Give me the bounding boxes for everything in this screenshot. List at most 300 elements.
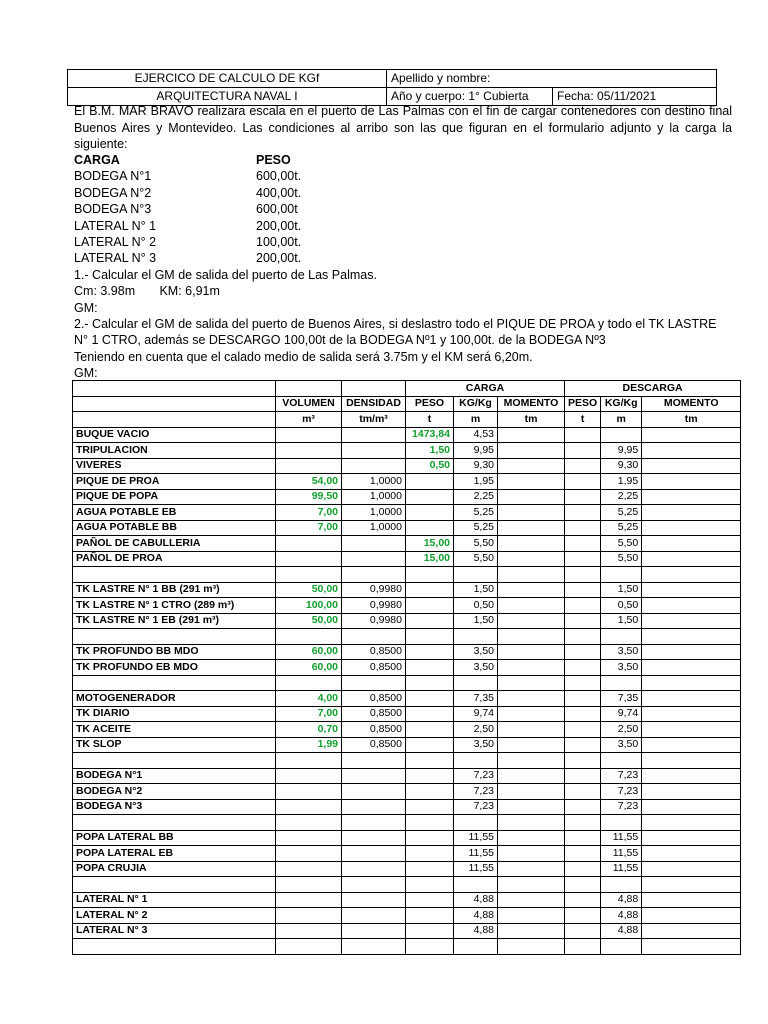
table-row	[73, 582, 741, 598]
table-row	[73, 443, 741, 459]
volumen-cell: 7,00	[276, 520, 342, 536]
row-name: POPA LATERAL BB	[73, 830, 276, 846]
year-field: Año y cuerpo: 1° Cubierta	[387, 88, 553, 106]
cargo-item	[74, 185, 301, 201]
table-row	[73, 908, 741, 924]
table-row	[73, 799, 741, 815]
d-kgkg-cell: 0,50	[601, 598, 642, 614]
unit-d-tm: tm	[642, 412, 741, 428]
d-peso-cell	[565, 660, 601, 676]
d-kgkg-cell: 7,23	[601, 799, 642, 815]
table-row	[73, 551, 741, 567]
peso-cell	[406, 644, 454, 660]
row-name: TK PROFUNDO BB MDO	[73, 644, 276, 660]
momento-cell	[498, 536, 565, 552]
row-name	[73, 815, 276, 831]
densidad-cell	[342, 939, 406, 955]
momento-cell	[498, 582, 565, 598]
col-d-kgkg: KG/Kg	[601, 396, 642, 412]
d-kgkg-cell	[601, 877, 642, 893]
row-name: MOTOGENERADOR	[73, 691, 276, 707]
name-field: Apellido y nombre:	[387, 70, 717, 88]
d-momento-cell	[642, 489, 741, 505]
col-densidad: DENSIDAD	[342, 396, 406, 412]
col-d-peso: PESO	[565, 396, 601, 412]
volumen-cell: 0,70	[276, 722, 342, 738]
kgkg-cell: 11,55	[454, 861, 498, 877]
volumen-cell	[276, 768, 342, 784]
d-momento-cell	[642, 505, 741, 521]
densidad-cell	[342, 815, 406, 831]
volumen-cell: 50,00	[276, 582, 342, 598]
momento-cell	[498, 567, 565, 583]
kgkg-cell: 3,50	[454, 644, 498, 660]
d-peso-cell	[565, 861, 601, 877]
densidad-cell	[342, 768, 406, 784]
momento-cell	[498, 458, 565, 474]
kgkg-cell: 11,55	[454, 846, 498, 862]
unit-vol: m³	[276, 412, 342, 428]
d-peso-cell	[565, 598, 601, 614]
momento-cell	[498, 830, 565, 846]
momento-cell	[498, 939, 565, 955]
d-momento-cell	[642, 443, 741, 459]
densidad-cell: 1,0000	[342, 474, 406, 490]
row-name: TK DIARIO	[73, 706, 276, 722]
row-name: TK LASTRE N° 1 CTRO (289 m³)	[73, 598, 276, 614]
peso-cell	[406, 582, 454, 598]
table-row	[73, 613, 741, 629]
d-peso-cell	[565, 830, 601, 846]
d-kgkg-cell: 5,25	[601, 505, 642, 521]
peso-cell	[406, 892, 454, 908]
densidad-cell	[342, 427, 406, 443]
table-spacer-row	[73, 939, 741, 955]
momento-cell	[498, 877, 565, 893]
d-peso-cell	[565, 706, 601, 722]
unit-d-t: t	[565, 412, 601, 428]
peso-cell	[406, 830, 454, 846]
question-2-line: 2.- Calcular el GM de salida del puerto de Buenos Aires, si deslastro todo el PIQUE DE PROA y todo el TK LASTRE	[74, 317, 717, 331]
volumen-cell	[276, 799, 342, 815]
densidad-cell	[342, 799, 406, 815]
cargo-list	[74, 152, 301, 267]
row-name	[73, 939, 276, 955]
d-kgkg-cell: 1,50	[601, 613, 642, 629]
kgkg-cell: 4,88	[454, 923, 498, 939]
cargo-name: LATERAL N° 3	[74, 251, 157, 266]
d-momento-cell	[642, 815, 741, 831]
peso-cell	[406, 861, 454, 877]
volumen-cell	[276, 629, 342, 645]
col-volumen: VOLUMEN	[276, 396, 342, 412]
table-row	[73, 923, 741, 939]
peso-cell	[406, 660, 454, 676]
d-kgkg-cell: 2,50	[601, 722, 642, 738]
volumen-cell	[276, 923, 342, 939]
volumen-cell	[276, 753, 342, 769]
d-momento-cell	[642, 691, 741, 707]
volumen-cell	[276, 908, 342, 924]
row-name: PAÑOL DE PROA	[73, 551, 276, 567]
kgkg-cell: 4,53	[454, 427, 498, 443]
table-row	[73, 846, 741, 862]
d-peso-cell	[565, 505, 601, 521]
d-momento-cell	[642, 675, 741, 691]
volumen-cell	[276, 892, 342, 908]
kgkg-cell	[454, 675, 498, 691]
d-momento-cell	[642, 613, 741, 629]
volumen-cell: 100,00	[276, 598, 342, 614]
cargo-name: LATERAL N° 1	[74, 218, 157, 233]
d-peso-cell	[565, 474, 601, 490]
densidad-cell: 1,0000	[342, 489, 406, 505]
d-kgkg-cell: 4,88	[601, 908, 642, 924]
momento-cell	[498, 737, 565, 753]
unit-tm: tm	[498, 412, 565, 428]
densidad-cell	[342, 458, 406, 474]
cargo-name: BODEGA N°3	[74, 202, 152, 217]
peso-cell	[406, 489, 454, 505]
col-d-momento: MOMENTO	[642, 396, 741, 412]
descarga-header: DESCARGA	[565, 381, 741, 397]
momento-cell	[498, 551, 565, 567]
cargo-col-label: CARGA	[74, 153, 120, 167]
momento-cell	[498, 629, 565, 645]
d-momento-cell	[642, 737, 741, 753]
d-kgkg-cell: 5,50	[601, 551, 642, 567]
densidad-cell: 0,9980	[342, 598, 406, 614]
momento-cell	[498, 660, 565, 676]
volumen-cell	[276, 846, 342, 862]
table-row	[73, 427, 741, 443]
d-momento-cell	[642, 536, 741, 552]
densidad-cell	[342, 551, 406, 567]
volumen-cell: 60,00	[276, 644, 342, 660]
d-peso-cell	[565, 644, 601, 660]
kgkg-cell: 11,55	[454, 830, 498, 846]
unit-t: t	[406, 412, 454, 428]
table-row	[73, 520, 741, 536]
cargo-peso: 600,00t.	[256, 169, 302, 184]
momento-cell	[498, 846, 565, 862]
table-row	[73, 706, 741, 722]
row-name: PIQUE DE POPA	[73, 489, 276, 505]
d-peso-cell	[565, 443, 601, 459]
d-peso-cell	[565, 892, 601, 908]
d-momento-cell	[642, 892, 741, 908]
momento-cell	[498, 815, 565, 831]
densidad-cell: 0,8500	[342, 691, 406, 707]
d-peso-cell	[565, 691, 601, 707]
table-row	[73, 474, 741, 490]
d-kgkg-cell	[601, 629, 642, 645]
densidad-cell	[342, 861, 406, 877]
row-name: TK LASTRE N° 1 BB (291 m³)	[73, 582, 276, 598]
kgkg-cell	[454, 877, 498, 893]
peso-cell: 15,00	[406, 551, 454, 567]
momento-cell	[498, 505, 565, 521]
row-name: BODEGA N°2	[73, 784, 276, 800]
momento-cell	[498, 598, 565, 614]
row-name: BODEGA N°3	[73, 799, 276, 815]
d-peso-cell	[565, 629, 601, 645]
d-kgkg-cell: 9,95	[601, 443, 642, 459]
volumen-cell: 4,00	[276, 691, 342, 707]
densidad-cell: 0,8500	[342, 644, 406, 660]
table-row	[73, 458, 741, 474]
kgkg-cell: 1,50	[454, 582, 498, 598]
table-spacer-row	[73, 753, 741, 769]
kgkg-cell: 5,50	[454, 536, 498, 552]
volumen-cell	[276, 861, 342, 877]
d-momento-cell	[642, 830, 741, 846]
table-row	[73, 660, 741, 676]
table-row	[73, 505, 741, 521]
d-kgkg-cell: 11,55	[601, 861, 642, 877]
question-1-text: 1.- Calcular el GM de salida del puerto de Las Palmas.	[74, 268, 377, 282]
row-name: PIQUE DE PROA	[73, 474, 276, 490]
peso-cell	[406, 691, 454, 707]
d-kgkg-cell: 11,55	[601, 846, 642, 862]
table-row	[73, 644, 741, 660]
cargo-item	[74, 218, 301, 234]
d-momento-cell	[642, 520, 741, 536]
table-spacer-row	[73, 629, 741, 645]
d-peso-cell	[565, 784, 601, 800]
kgkg-cell	[454, 567, 498, 583]
calc-table	[72, 380, 741, 955]
row-name: TRIPULACION	[73, 443, 276, 459]
d-kgkg-cell: 5,50	[601, 536, 642, 552]
volumen-cell: 99,50	[276, 489, 342, 505]
d-momento-cell	[642, 598, 741, 614]
d-peso-cell	[565, 458, 601, 474]
kgkg-cell	[454, 753, 498, 769]
d-momento-cell	[642, 458, 741, 474]
peso-cell	[406, 784, 454, 800]
d-kgkg-cell: 7,23	[601, 768, 642, 784]
row-name: LATERAL N° 3	[73, 923, 276, 939]
d-kgkg-cell: 1,95	[601, 474, 642, 490]
densidad-cell: 0,8500	[342, 722, 406, 738]
date-field: Fecha: 05/11/2021	[553, 88, 717, 106]
d-kgkg-cell: 9,74	[601, 706, 642, 722]
kgkg-cell: 7,35	[454, 691, 498, 707]
densidad-cell: 0,9980	[342, 582, 406, 598]
momento-cell	[498, 799, 565, 815]
d-kgkg-cell	[601, 675, 642, 691]
row-name: AGUA POTABLE EB	[73, 505, 276, 521]
densidad-cell	[342, 753, 406, 769]
table-row	[73, 489, 741, 505]
peso-cell	[406, 629, 454, 645]
d-peso-cell	[565, 877, 601, 893]
d-peso-cell	[565, 567, 601, 583]
kgkg-cell: 5,25	[454, 520, 498, 536]
peso-cell	[406, 846, 454, 862]
kgkg-cell: 0,50	[454, 598, 498, 614]
kgkg-cell: 5,50	[454, 551, 498, 567]
momento-cell	[498, 768, 565, 784]
volumen-cell	[276, 536, 342, 552]
cargo-peso: 400,00t.	[256, 185, 302, 200]
densidad-cell: 0,8500	[342, 660, 406, 676]
table-row	[73, 536, 741, 552]
d-kgkg-cell	[601, 753, 642, 769]
peso-cell	[406, 598, 454, 614]
d-peso-cell	[565, 582, 601, 598]
densidad-cell	[342, 846, 406, 862]
km-value: KM: 6,91m	[159, 284, 220, 299]
peso-cell	[406, 753, 454, 769]
table-header-units	[73, 412, 741, 428]
kgkg-cell	[454, 939, 498, 955]
peso-cell	[406, 877, 454, 893]
table-row	[73, 691, 741, 707]
table-row	[73, 737, 741, 753]
kgkg-cell: 7,23	[454, 768, 498, 784]
row-name: TK SLOP	[73, 737, 276, 753]
d-kgkg-cell: 4,88	[601, 892, 642, 908]
densidad-cell	[342, 629, 406, 645]
peso-cell	[406, 675, 454, 691]
row-name: LATERAL N° 1	[73, 892, 276, 908]
momento-cell	[498, 923, 565, 939]
d-momento-cell	[642, 908, 741, 924]
volumen-cell	[276, 830, 342, 846]
d-momento-cell	[642, 567, 741, 583]
peso-col-label: PESO	[256, 153, 291, 167]
row-name: POPA LATERAL EB	[73, 846, 276, 862]
kgkg-cell: 3,50	[454, 660, 498, 676]
volumen-cell: 60,00	[276, 660, 342, 676]
cargo-peso: 600,00t	[256, 202, 298, 217]
gm-label: GM:	[74, 366, 98, 381]
d-peso-cell	[565, 536, 601, 552]
cargo-name: BODEGA N°1	[74, 169, 152, 184]
kgkg-cell: 1,50	[454, 613, 498, 629]
volumen-cell	[276, 784, 342, 800]
d-peso-cell	[565, 722, 601, 738]
table-header-cols	[73, 396, 741, 412]
course-title: ARQUITECTURA NAVAL I	[68, 88, 387, 106]
row-name: VIVERES	[73, 458, 276, 474]
row-name: TK ACEITE	[73, 722, 276, 738]
table-row	[73, 598, 741, 614]
table-row	[73, 768, 741, 784]
col-peso: PESO	[406, 396, 454, 412]
peso-cell	[406, 520, 454, 536]
table-row	[73, 861, 741, 877]
peso-cell	[406, 768, 454, 784]
momento-cell	[498, 427, 565, 443]
question-1-data	[74, 283, 744, 299]
densidad-cell	[342, 536, 406, 552]
momento-cell	[498, 520, 565, 536]
volumen-cell	[276, 877, 342, 893]
momento-cell	[498, 908, 565, 924]
volumen-cell	[276, 443, 342, 459]
d-momento-cell	[642, 629, 741, 645]
densidad-cell	[342, 877, 406, 893]
kgkg-cell: 9,95	[454, 443, 498, 459]
d-momento-cell	[642, 768, 741, 784]
peso-cell	[406, 505, 454, 521]
d-kgkg-cell: 3,50	[601, 644, 642, 660]
row-name	[73, 629, 276, 645]
d-peso-cell	[565, 489, 601, 505]
kgkg-cell: 7,23	[454, 784, 498, 800]
densidad-cell	[342, 892, 406, 908]
peso-cell	[406, 474, 454, 490]
densidad-cell	[342, 830, 406, 846]
col-momento: MOMENTO	[498, 396, 565, 412]
momento-cell	[498, 474, 565, 490]
densidad-cell	[342, 784, 406, 800]
densidad-cell: 1,0000	[342, 520, 406, 536]
row-name: POPA CRUJIA	[73, 861, 276, 877]
kgkg-cell: 5,25	[454, 505, 498, 521]
row-name: AGUA POTABLE BB	[73, 520, 276, 536]
d-kgkg-cell: 3,50	[601, 660, 642, 676]
volumen-cell: 7,00	[276, 505, 342, 521]
momento-cell	[498, 706, 565, 722]
d-momento-cell	[642, 722, 741, 738]
peso-cell	[406, 815, 454, 831]
question-1	[74, 267, 744, 316]
table-row	[73, 830, 741, 846]
cm-value: Cm: 3.98m	[74, 284, 136, 299]
row-name: TK PROFUNDO EB MDO	[73, 660, 276, 676]
col-kgkg: KG/Kg	[454, 396, 498, 412]
volumen-cell	[276, 815, 342, 831]
kgkg-cell: 4,88	[454, 892, 498, 908]
row-name	[73, 753, 276, 769]
volumen-cell	[276, 427, 342, 443]
densidad-cell	[342, 567, 406, 583]
kgkg-cell: 2,50	[454, 722, 498, 738]
table-row	[73, 892, 741, 908]
densidad-cell: 0,8500	[342, 706, 406, 722]
kgkg-cell: 2,25	[454, 489, 498, 505]
volumen-cell	[276, 458, 342, 474]
cargo-item	[74, 201, 301, 217]
d-momento-cell	[642, 551, 741, 567]
cargo-peso: 200,00t.	[256, 218, 302, 233]
d-kgkg-cell	[601, 427, 642, 443]
gm-label: GM:	[74, 300, 98, 315]
intro-paragraph: El B.M. MAR BRAVO realizara escala en el puerto de Las Palmas con el fin de cargar contenedores con destino final Buenos Aires y Montevideo. Las condiciones al arribo son las que figuran en el formulario adjunto y la carga la siguiente:	[74, 104, 732, 151]
kgkg-cell: 4,88	[454, 908, 498, 924]
cargo-name: BODEGA N°2	[74, 185, 152, 200]
cargo-item	[74, 234, 301, 250]
momento-cell	[498, 784, 565, 800]
d-kgkg-cell: 1,50	[601, 582, 642, 598]
kgkg-cell: 9,74	[454, 706, 498, 722]
d-momento-cell	[642, 939, 741, 955]
peso-cell	[406, 908, 454, 924]
momento-cell	[498, 489, 565, 505]
peso-cell	[406, 923, 454, 939]
d-momento-cell	[642, 784, 741, 800]
row-name: TK LASTRE N° 1 EB (291 m³)	[73, 613, 276, 629]
densidad-cell	[342, 443, 406, 459]
peso-cell	[406, 799, 454, 815]
d-momento-cell	[642, 474, 741, 490]
question-2	[74, 316, 744, 382]
cargo-peso: 200,00t.	[256, 251, 302, 266]
